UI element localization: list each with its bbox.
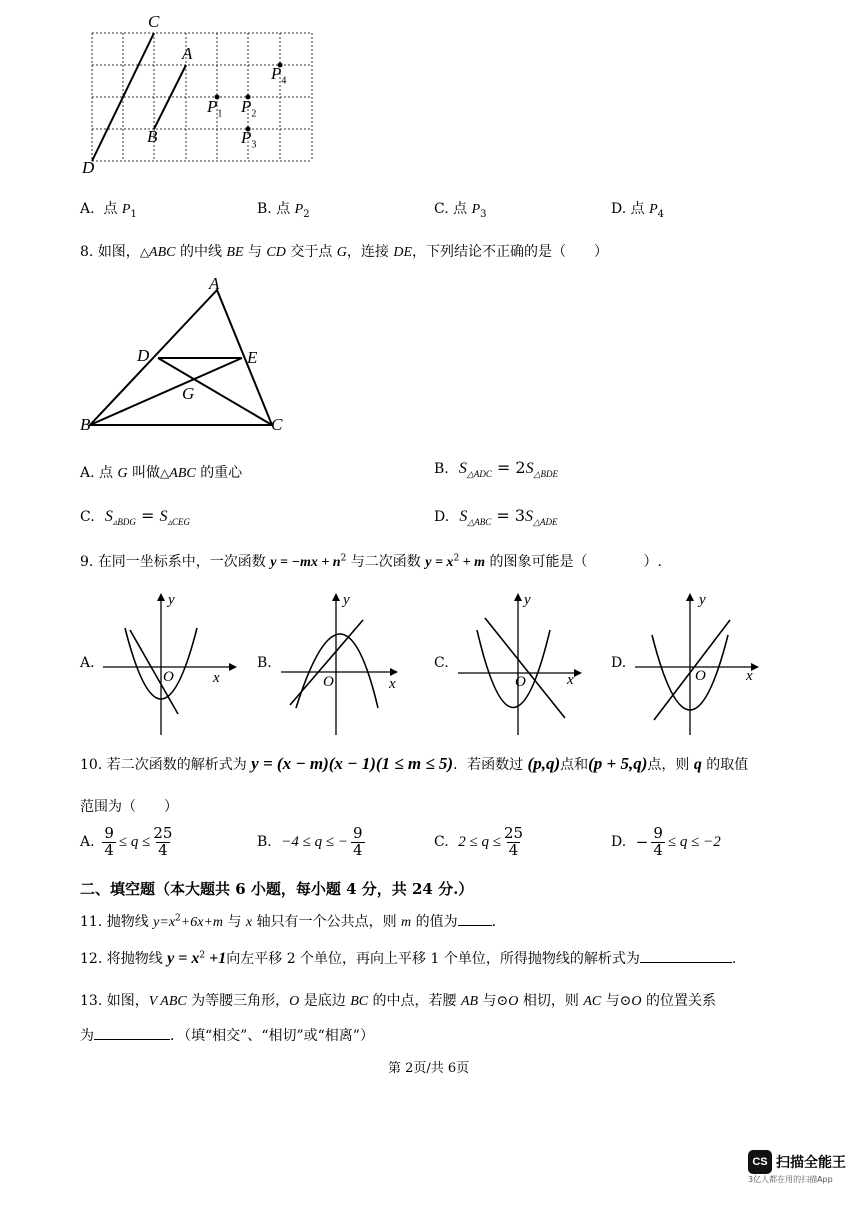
q7-label-b: B	[147, 127, 158, 146]
q9-stem: 9. 在同一坐标系中，一次函数 $y = -mx + n^2$ 与二次函数 $y = x^2 + m$ 的图象可能是（ ）.	[80, 553, 662, 570]
q7-label-c: C	[148, 12, 160, 31]
q8-label-b: B	[80, 415, 91, 434]
q9-c-y-label: y	[524, 592, 531, 608]
q9-graph-b[interactable]	[278, 590, 418, 740]
q11-answer-blank[interactable]	[458, 913, 492, 926]
section-2-title: 二、填空题（本大题共 6 小题，每小题 4 分，共 24 分.）	[80, 880, 474, 898]
q9-b-origin: O	[323, 674, 334, 690]
q7-label-p1: $P_1$	[207, 97, 223, 120]
q8-label-a: A	[209, 274, 220, 293]
q8-label-e: E	[247, 348, 258, 367]
q8-option-d[interactable]: D. $S_{\triangle ABC} = 3S_{\triangle ADE}$	[434, 506, 558, 528]
q8-label-d: D	[137, 346, 150, 365]
q7-label-a: A	[182, 44, 193, 63]
q10-stem-line2: 范围为（ ）	[80, 799, 178, 815]
q8-triangle-figure	[80, 270, 300, 440]
q10-stem: 10. 若二次函数的解析式为 y = (x − m)(x − 1)(1 ≤ m ≤ 5)．若函数过 (p,q)点和(p + 5,q)点，则 q 的取值	[80, 754, 749, 773]
q11-stem: 11. 抛物线 $y=x^2+6x+m$ 与 x 轴只有一个公共点，则 m 的值为 .	[80, 913, 497, 930]
q13-stem: 13. 如图，V ABC 为等腰三角形，O 是底边 BC 的中点，若腰 AB 与⊙O 相切，则 AC 与⊙O 的位置关系	[80, 993, 716, 1009]
q13-stem-line2: 为 ．（填“相交”、“相切”或“相离”）	[80, 1028, 374, 1044]
q12-stem: 12. 将抛物线 $y = x^2 +1$向左平移 2 个单位，再向上平移 1 个单位，所得抛物线的解析式为 .	[80, 950, 737, 967]
triangle-icon: △	[139, 245, 150, 259]
q7-label-p3: $P_3$	[241, 128, 257, 151]
q9-graph-letter-c[interactable]: C.	[434, 655, 449, 671]
q8-option-a[interactable]: A. 点 G 叫做△ABC 的重心	[80, 465, 243, 481]
q7-option-a[interactable]: A. 点 $P_1$	[80, 201, 137, 220]
q7-option-c[interactable]: C. 点 $P_3$	[434, 201, 487, 220]
watermark-subtitle: 3亿人都在用的扫描App	[748, 1175, 833, 1184]
q9-graph-letter-d[interactable]: D.	[611, 655, 627, 671]
watermark-name: 扫描全能王	[776, 1155, 846, 1171]
q9-graph-letter-a[interactable]: A.	[80, 655, 95, 671]
q9-a-x-label: x	[213, 670, 220, 686]
q9-c-x-label: x	[567, 672, 574, 688]
camscanner-logo-icon: CS	[748, 1150, 772, 1174]
q10-option-c[interactable]: C. 2 ≤ q ≤ $\frac{25}{4}$	[434, 824, 524, 859]
q9-c-origin: O	[515, 674, 526, 690]
q9-graph-c[interactable]	[455, 590, 595, 740]
q8-option-b[interactable]: B. $S_{\triangle ADC} = 2S_{\triangle BDE}$	[434, 458, 559, 480]
q10-option-d[interactable]: D. − $\frac{9}{4}$ ≤ q ≤ −2	[611, 824, 721, 859]
q9-d-x-label: x	[746, 668, 753, 684]
q9-a-y-label: y	[168, 592, 175, 608]
q7-option-b[interactable]: B. 点 $P_2$	[257, 201, 310, 220]
scanner-watermark	[748, 1150, 846, 1185]
q10-option-a[interactable]: A. $\frac{9}{4}$ ≤ q ≤ $\frac{25}{4}$	[80, 824, 173, 859]
q9-b-y-label: y	[343, 592, 350, 608]
q7-option-d[interactable]: D. 点 $P_4$	[611, 201, 665, 220]
q9-d-y-label: y	[699, 592, 706, 608]
q9-a-origin: O	[163, 669, 174, 685]
q9-d-origin: O	[695, 668, 706, 684]
q12-answer-blank[interactable]	[640, 950, 732, 963]
q9-graph-d[interactable]	[632, 590, 772, 740]
q7-label-p4: $P_4$	[271, 64, 287, 87]
q8-label-c: C	[271, 415, 283, 434]
q7-label-p2: $P_2$	[241, 97, 257, 120]
q9-b-x-label: x	[389, 676, 396, 692]
q8-stem: 8. 如图，△ABC 的中线 BE 与 CD 交于点 G，连接 DE，下列结论不正确的是（ ）	[80, 244, 609, 260]
q8-label-g: G	[182, 384, 195, 403]
q8-option-c[interactable]: C. $S_{▵BDG} = S_{▵CEG}$	[80, 506, 190, 528]
q10-option-b[interactable]: B. −4 ≤ q ≤ − $\frac{9}{4}$	[257, 824, 363, 859]
page-footer: 第 2页/共 6页	[388, 1061, 470, 1076]
q13-answer-blank[interactable]	[94, 1027, 170, 1040]
q9-graph-letter-b[interactable]: B.	[257, 655, 272, 671]
q7-grid-figure	[80, 10, 320, 180]
q9-graph-a[interactable]	[100, 590, 240, 740]
q7-label-d: D	[82, 158, 95, 177]
